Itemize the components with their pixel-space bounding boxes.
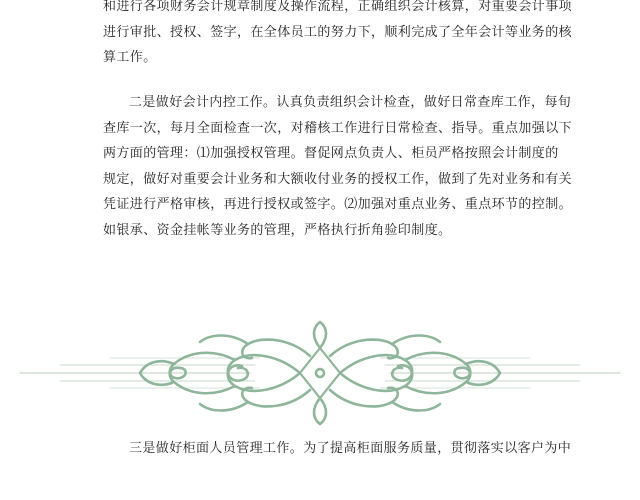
paragraph-line: 查库一次，每月全面检查一次，对稽核工作进行日常检查、指导。重点加强以下 <box>103 120 573 136</box>
paragraph-line: 两方面的管理：⑴加强授权管理。督促网点负责人、柜员严格按照会计制度的 <box>103 146 559 161</box>
paragraph-line: 和进行各项财务会计规章制度及操作流程，正确组织会计核算，对重要会计事项 <box>103 0 573 14</box>
paragraph-3 <box>103 436 572 462</box>
paragraph-line: 三是做好柜面人员管理工作。为了提高柜面服务质量，贯彻落实以客户为中 <box>129 441 572 456</box>
paragraph-line: 凭证进行严格审核，再进行授权或签字。⑵加强对重点业务、重点环节的控制。 <box>103 197 573 212</box>
paragraph-line: 二是做好会计内控工作。认真负责组织会计检查，做好日常查库工作，每旬 <box>129 95 572 110</box>
paragraph-line: 进行审批、授权、签字，在全体员工的努力下，顺利完成了全年会计等业务的核 <box>103 24 573 40</box>
paragraph-2 <box>103 90 573 243</box>
scroll-divider-icon <box>0 318 640 428</box>
paragraph-line: 算工作。 <box>103 50 157 65</box>
paragraph-1 <box>103 0 573 71</box>
paragraph-line: 规定，做好对重要会计业务和大额收付业务的授权工作，做到了先对业务和有关 <box>103 171 573 187</box>
paragraph-line: 如银承、资金挂帐等业务的管理，严格执行折角验印制度。 <box>103 222 452 238</box>
